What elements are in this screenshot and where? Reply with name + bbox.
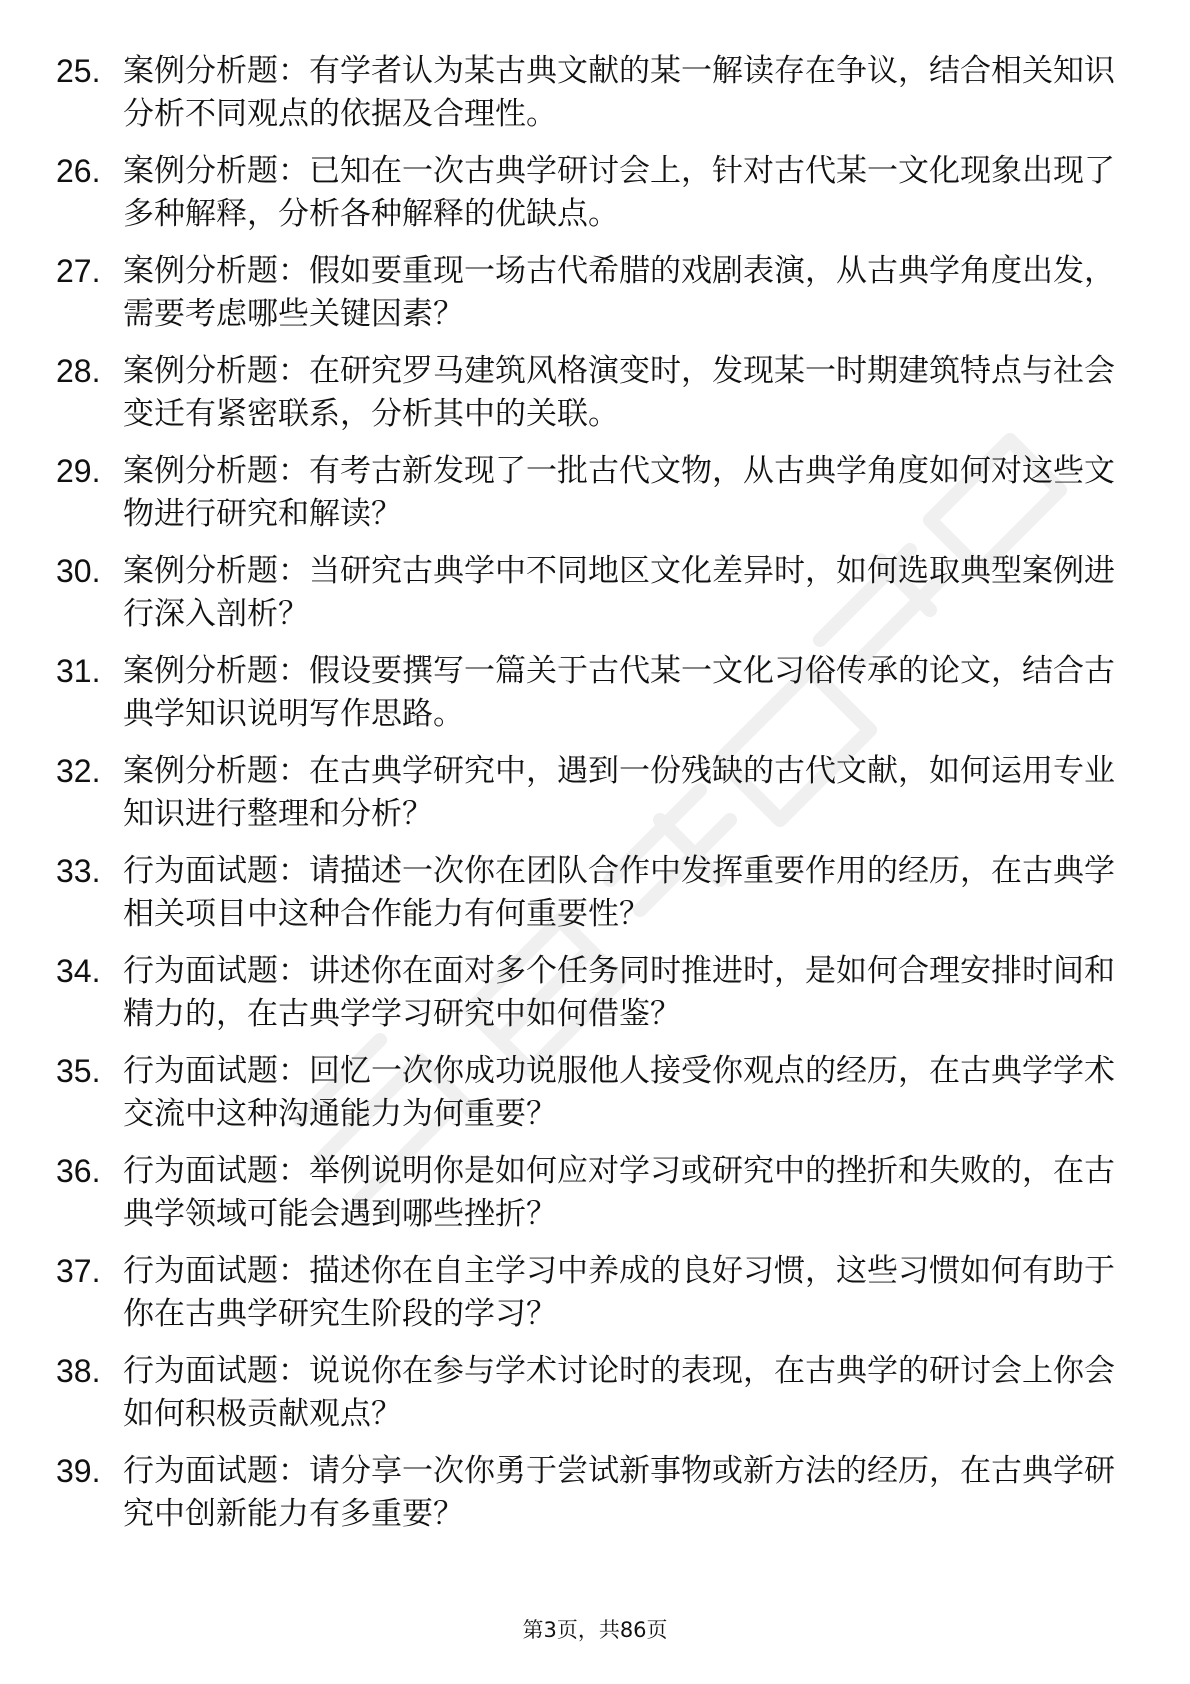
question-text: 案例分析题：在古典学研究中，遇到一份残缺的古代文献，如何运用专业知识进行整理和分析？ <box>123 753 1115 832</box>
question-text: 行为面试题：讲述你在面对多个任务同时推进时，是如何合理安排时间和精力的，在古典学学习研究中如何借鉴？ <box>123 953 1115 1032</box>
question-number: 37. <box>56 1253 101 1289</box>
question-text: 案例分析题：有学者认为某古典文献的某一解读存在争议，结合相关知识分析不同观点的依据及合理性。 <box>123 53 1115 132</box>
question-text: 案例分析题：假设要撰写一篇关于古代某一文化习俗传承的论文，结合古典学知识说明写作思路。 <box>123 653 1115 732</box>
list-item <box>56 1250 1116 1336</box>
list-item <box>56 850 1116 936</box>
question-number: 32. <box>56 753 101 789</box>
question-text: 案例分析题：有考古新发现了一批古代文物，从古典学角度如何对这些文物进行研究和解读？ <box>123 453 1115 532</box>
question-number: 39. <box>56 1453 101 1489</box>
list-item <box>56 550 1116 636</box>
question-number: 38. <box>56 1353 101 1389</box>
list-item <box>56 750 1116 836</box>
question-number: 35. <box>56 1053 101 1089</box>
list-item <box>56 150 1116 236</box>
list-item <box>56 50 1116 136</box>
question-number: 29. <box>56 453 101 489</box>
list-item <box>56 1450 1116 1536</box>
question-number: 31. <box>56 653 101 689</box>
list-item <box>56 450 1116 536</box>
question-text: 行为面试题：描述你在自主学习中养成的良好习惯，这些习惯如何有助于你在古典学研究生阶段的学习？ <box>123 1253 1115 1332</box>
question-number: 26. <box>56 153 101 189</box>
question-text: 行为面试题：举例说明你是如何应对学习或研究中的挫折和失败的，在古典学领域可能会遇到哪些挫折？ <box>123 1153 1115 1232</box>
question-text: 案例分析题：当研究古典学中不同地区文化差异时，如何选取典型案例进行深入剖析？ <box>123 553 1115 632</box>
question-text: 案例分析题：已知在一次古典学研讨会上，针对古代某一文化现象出现了多种解释，分析各种解释的优缺点。 <box>123 153 1115 232</box>
question-text: 行为面试题：说说你在参与学术讨论时的表现，在古典学的研讨会上你会如何积极贡献观点？ <box>123 1353 1115 1432</box>
list-item <box>56 1150 1116 1236</box>
question-number: 28. <box>56 353 101 389</box>
list-item <box>56 1050 1116 1136</box>
question-list <box>56 50 1116 1550</box>
question-text: 案例分析题：假如要重现一场古代希腊的戏剧表演，从古典学角度出发，需要考虑哪些关键因素？ <box>123 253 1115 332</box>
question-text: 案例分析题：在研究罗马建筑风格演变时，发现某一时期建筑特点与社会变迁有紧密联系，分析其中的关联。 <box>123 353 1115 432</box>
question-number: 33. <box>56 853 101 889</box>
question-number: 34. <box>56 953 101 989</box>
list-item <box>56 1350 1116 1436</box>
question-number: 36. <box>56 1153 101 1189</box>
question-number: 25. <box>56 53 101 89</box>
question-number: 30. <box>56 553 101 589</box>
list-item <box>56 650 1116 736</box>
question-text: 行为面试题：回忆一次你成功说服他人接受你观点的经历，在古典学学术交流中这种沟通能力为何重要？ <box>123 1053 1115 1132</box>
list-item <box>56 250 1116 336</box>
question-text: 行为面试题：请描述一次你在团队合作中发挥重要作用的经历，在古典学相关项目中这种合作能力有何重要性？ <box>123 853 1115 932</box>
question-text: 行为面试题：请分享一次你勇于尝试新事物或新方法的经历，在古典学研究中创新能力有多重要？ <box>123 1453 1115 1532</box>
list-item <box>56 950 1116 1036</box>
list-item <box>56 350 1116 436</box>
page-number: 第3页，共86页 <box>522 1618 668 1642</box>
question-number: 27. <box>56 253 101 289</box>
